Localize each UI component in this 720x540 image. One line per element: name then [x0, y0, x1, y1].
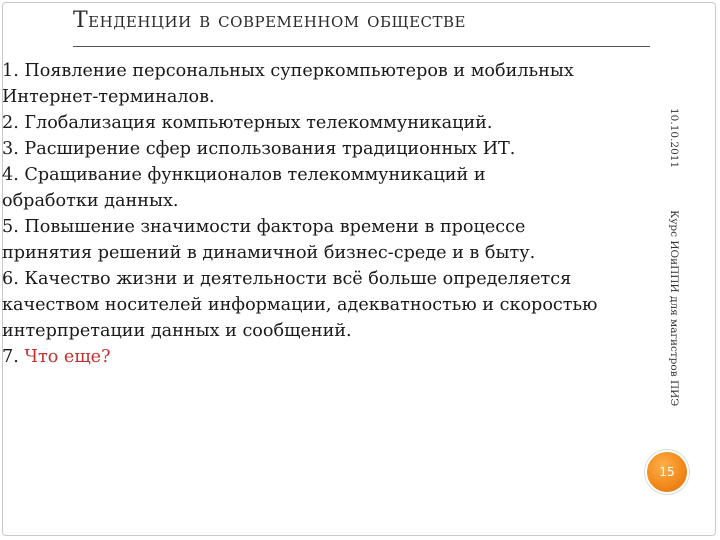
side-course: Курс ИОиППИ для магистров ПИЭ [668, 210, 680, 407]
body-line: обработки данных. [2, 191, 179, 211]
body-line: интерпретации данных и сообщений. [2, 321, 352, 341]
body-line: качеством носителей информации, адекватностью и скоростью [2, 295, 598, 315]
body-line: принятия решений в динамичной бизнес-среде и в быту. [2, 243, 536, 263]
body-line: Интернет-терминалов. [2, 87, 215, 107]
slide-body [2, 58, 717, 370]
body-line: 5. Повышение значимости фактора времени в процессе [2, 217, 526, 237]
body-line: 6. Качество жизни и деятельности всё больше определяется [2, 269, 572, 289]
slide-title: Тенденции в современном обществе [73, 8, 466, 33]
body-line: 4. Сращивание функционалов телекоммуникаций и [2, 165, 486, 185]
last-item-prefix: 7. [2, 347, 25, 367]
body-line: 3. Расширение сфер использования традиционных ИТ. [2, 139, 516, 159]
last-item-accent: Что еще? [24, 347, 111, 367]
body-line-last [2, 344, 717, 370]
body-line: 1. Появление персональных суперкомпьютеров и мобильных [2, 61, 574, 81]
page-number-badge: 15 [645, 450, 689, 494]
body-line: 2. Глобализация компьютерных телекоммуникаций. [2, 113, 493, 133]
side-footer [668, 108, 680, 406]
title-underline [73, 46, 650, 47]
side-date: 10.10.2011 [668, 108, 680, 169]
